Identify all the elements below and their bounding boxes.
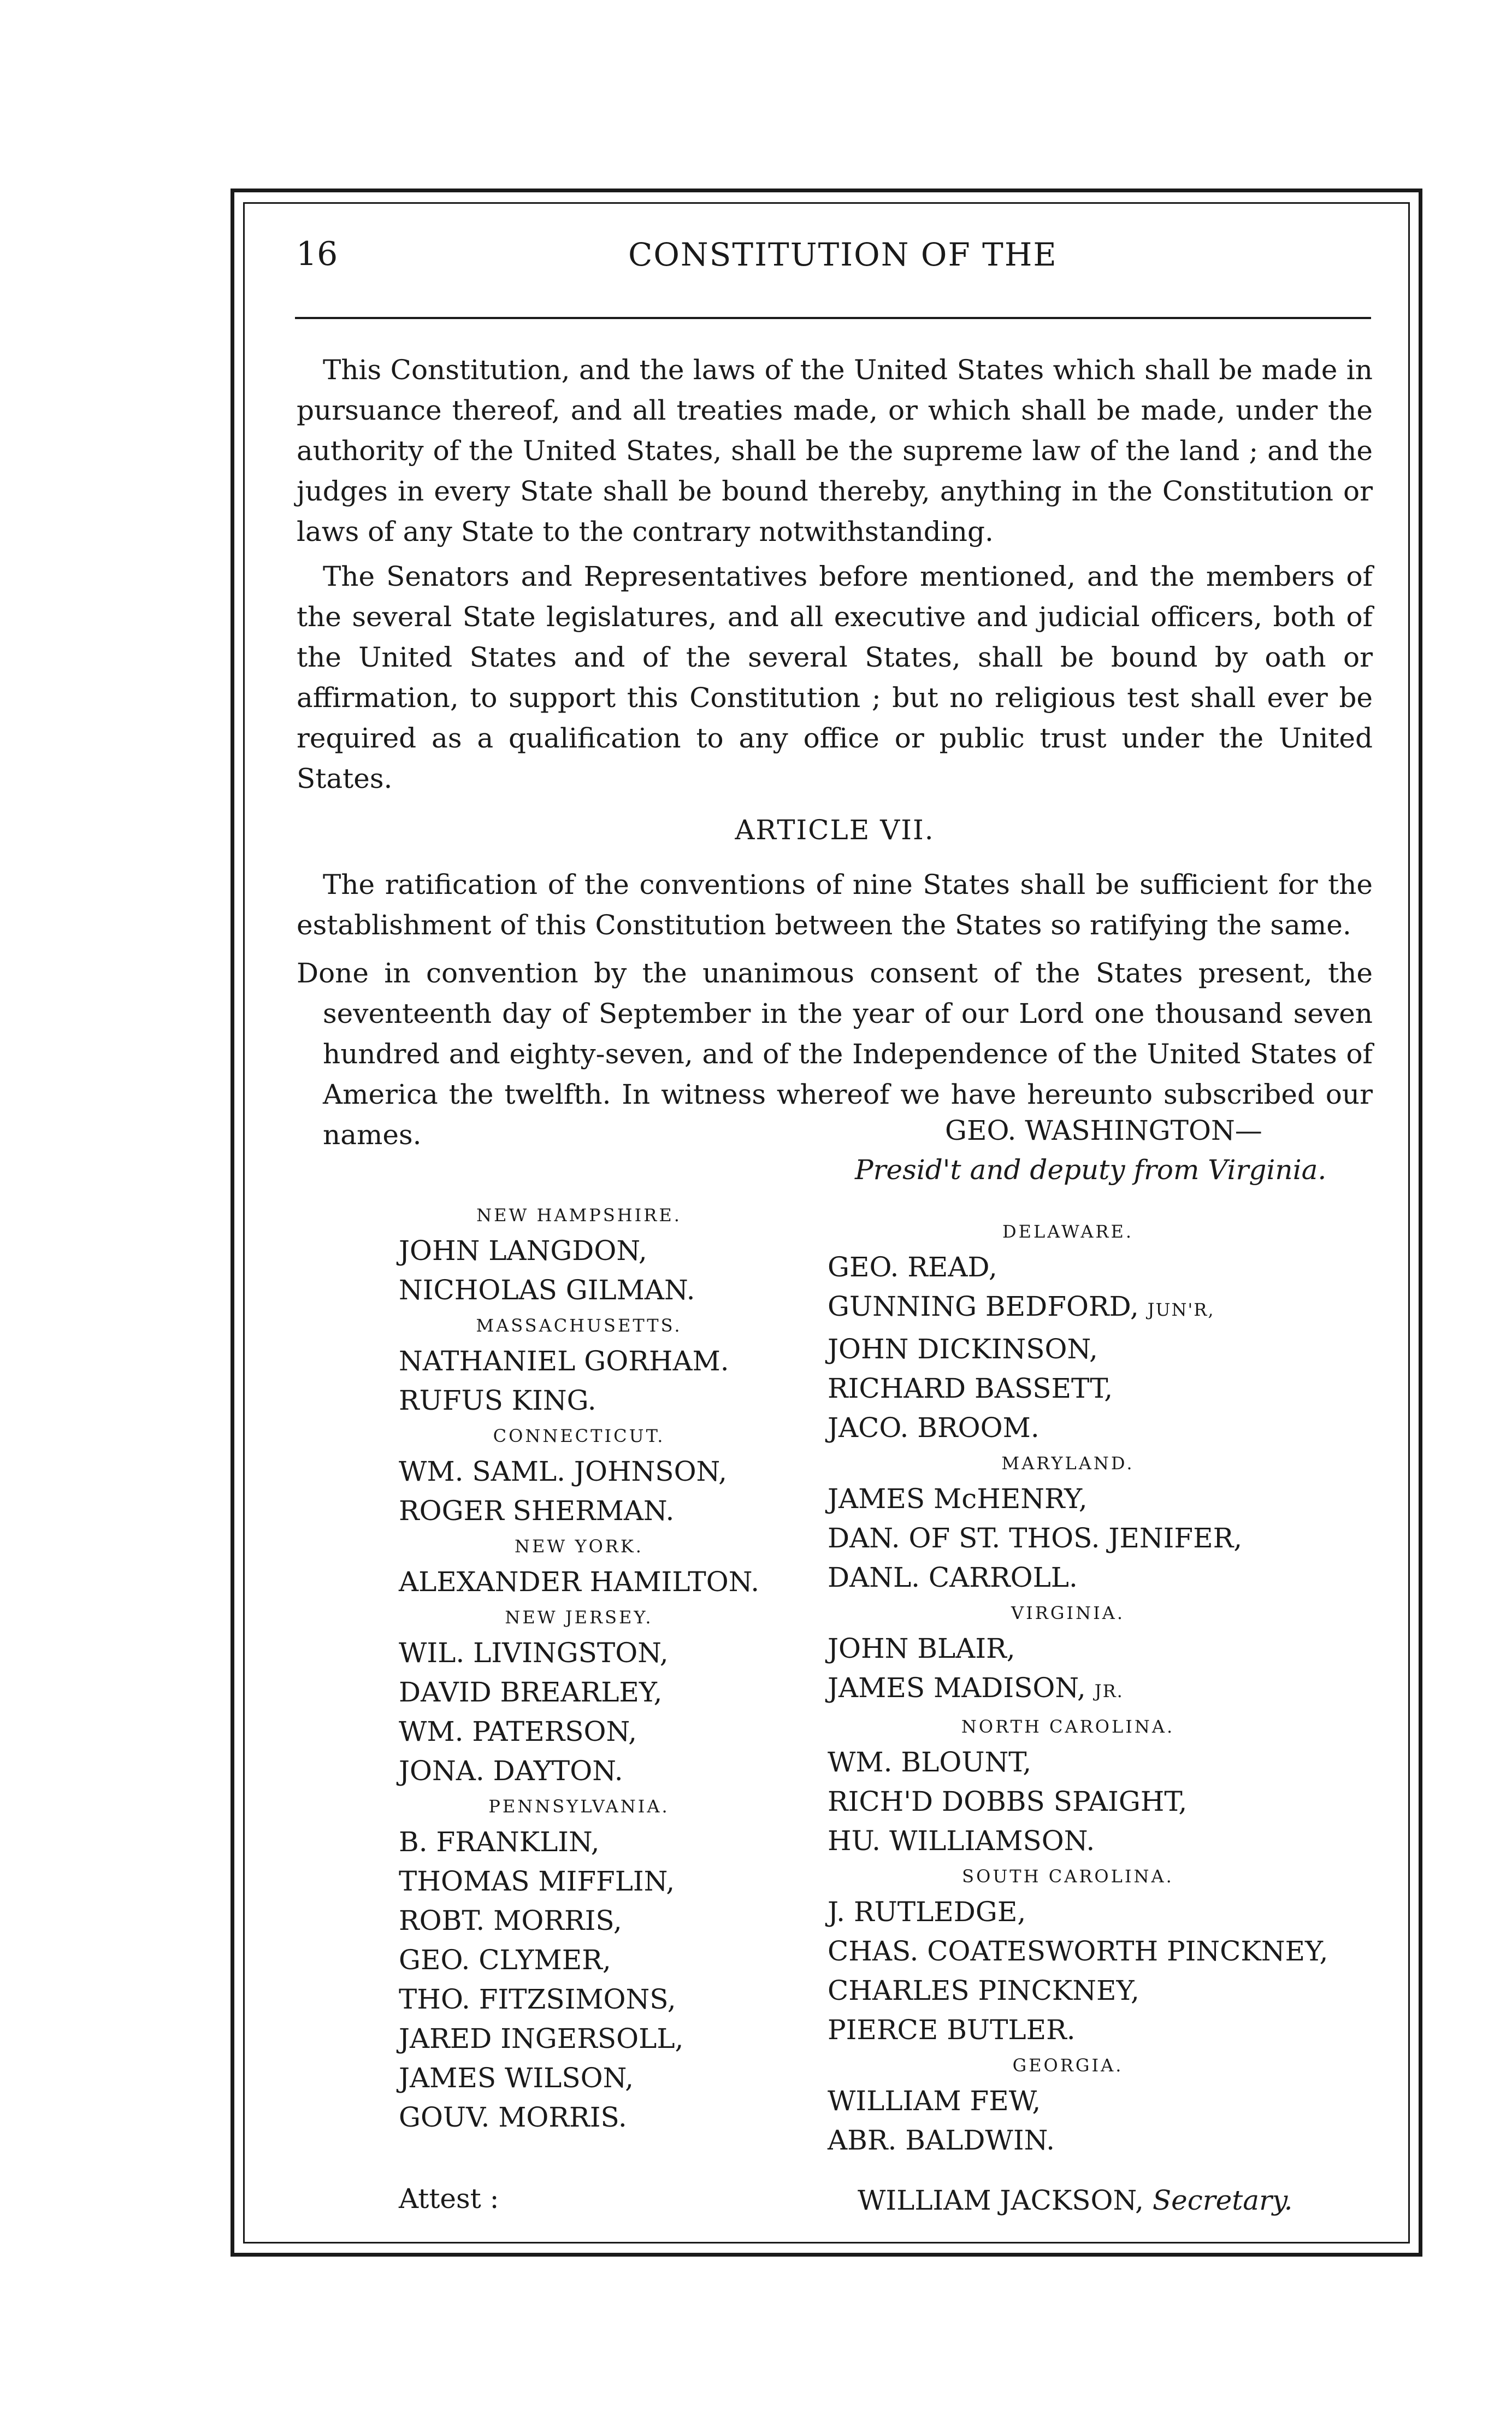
signer-name: NICHOLAS GILMAN. [399,1274,695,1306]
signer-name: ROGER SHERMAN. [399,1495,675,1527]
signer-name: JONA. DAYTON. [399,1755,623,1787]
signer-name: ABR. BALDWIN. [828,2124,1055,2156]
signer-name: GEO. READ, [828,1251,997,1283]
signer-name: WM. BLOUNT, [828,1746,1032,1778]
signer-name: THOMAS MIFFLIN, [399,1865,675,1897]
signer-name: JAMES WILSON, [399,2062,634,2094]
signer-name: JAMES McHENRY, [828,1483,1088,1515]
state-heading: NEW HAMPSHIRE. [476,1205,682,1226]
signer-name: WIL. LIVINGSTON, [399,1637,669,1669]
signers-right-column [828,1216,1374,2160]
signer-suffix: JUN'R, [1147,1299,1215,1320]
signer-name: GEO. CLYMER, [399,1944,611,1976]
state-heading: CONNECTICUT. [493,1426,665,1446]
signer-name: RUFUS KING. [399,1385,596,1416]
president-name: GEO. WASHINGTON— [945,1115,1262,1146]
state-heading: SOUTH CAROLINA. [962,1866,1174,1887]
signers-left-column [399,1199,825,2137]
running-title: CONSTITUTION OF THE [628,236,1058,273]
signer-name: JOHN DICKINSON, [828,1333,1098,1365]
state-heading: MASSACHUSETTS. [476,1315,682,1336]
signer-name: DANL. CARROLL. [828,1562,1078,1593]
body-text [297,350,1373,1182]
attest-label: Attest : [399,2183,499,2215]
state-heading: NORTH CAROLINA. [961,1716,1175,1737]
signer-name: THO. FITZSIMONS, [399,1983,676,2015]
signer-name: RICHARD BASSETT, [828,1373,1113,1404]
signer-name: J. RUTLEDGE, [828,1896,1026,1928]
page-number: 16 [296,235,338,273]
signer-name: JOHN BLAIR, [828,1633,1015,1664]
signer-name: DAVID BREARLEY, [399,1676,663,1708]
state-heading: GEORGIA. [1012,2055,1124,2076]
signer-name: JACO. BROOM. [828,1412,1040,1444]
signer-name: DAN. OF ST. THOS. JENIFER, [828,1522,1243,1554]
signer-name: ROBT. MORRIS, [399,1905,622,1936]
president-title: Presid't and deputy from Virginia. [855,1154,1327,1186]
ratification-paragraph: The ratification of the conventions of nine States shall be sufficient for the establishment of this Constitution between the States so ratifying the same. [297,869,1373,941]
signer-suffix: JR. [1094,1681,1124,1701]
signer-name: WILLIAM FEW, [828,2085,1041,2117]
signer-name: JARED INGERSOLL, [399,2023,684,2054]
header-rule [295,317,1371,319]
signer-name: B. FRANKLIN, [399,1826,600,1858]
signer-name: WM. SAML. JOHNSON, [399,1456,728,1487]
signer-name: HU. WILLIAMSON. [828,1825,1095,1857]
state-heading: NEW YORK. [515,1536,643,1557]
done-in-convention-paragraph: Done in convention by the unanimous consent of the States present, the seventeenth day of September in the year of our Lord one thousand seven hundred and eighty-seven, and of the Independence of the United States of America the twelfth. In witness whereof we have hereunto subscribed our names. [297,957,1373,1151]
signer-name: JOHN LANGDON, [399,1235,647,1267]
state-heading: DELAWARE. [1002,1221,1134,1242]
secretary-signature [858,2184,1293,2216]
state-heading: VIRGINIA. [1011,1603,1125,1623]
signer-name: GUNNING BEDFORD, JUN'R, [828,1291,1215,1322]
secretary-name: WILLIAM JACKSON, [858,2184,1144,2216]
signer-name: PIERCE BUTLER. [828,2014,1076,2046]
secretary-role: Secretary. [1152,2184,1293,2216]
signer-name: NATHANIEL GORHAM. [399,1345,729,1377]
signer-name: CHAS. COATESWORTH PINCKNEY, [828,1935,1328,1967]
supremacy-paragraph: This Constitution, and the laws of the United States which shall be made in pursuance thereof, and all treaties made, or which shall be made, under the authority of the United States, shall be the supreme law of the land ; and the judges in every State shall be bound thereby, anything in the Constitution or laws of any State to the contrary notwithstanding. [297,354,1373,547]
signer-name: CHARLES PINCKNEY, [828,1975,1139,2006]
state-heading: PENNSYLVANIA. [488,1796,670,1817]
signer-name: ALEXANDER HAMILTON. [399,1566,760,1598]
article-heading: ARTICLE VII. [735,814,935,846]
state-heading: MARYLAND. [1001,1453,1135,1474]
oaths-paragraph: The Senators and Representatives before mentioned, and the members of the several State legislatures, and all executive and judicial officers, both of the United States and of the several States, shall be bound by oath or affirmation, to support this Constitution ; but no religious test shall ever be required as a qualification to any office or public trust under the United States. [297,561,1373,794]
signer-name: RICH'D DOBBS SPAIGHT, [828,1786,1188,1817]
signer-name: GOUV. MORRIS. [399,2101,627,2133]
state-heading: NEW JERSEY. [505,1607,653,1628]
signer-name: WM. PATERSON, [399,1716,637,1747]
signer-name: JAMES MADISON, JR. [828,1672,1124,1704]
